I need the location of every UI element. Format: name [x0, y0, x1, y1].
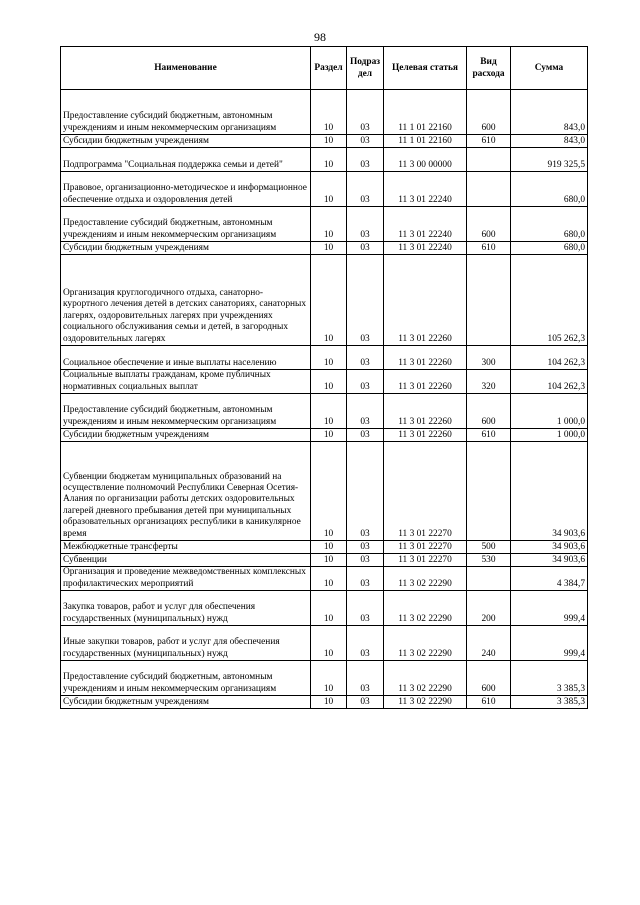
row-name: Предоставление субсидий бюджетным, автономным учреждениям и иным некоммерческим организациям	[61, 394, 311, 429]
row-subsection: 03	[347, 567, 384, 591]
row-article: 11 3 01 22240	[384, 242, 467, 255]
row-name: Субсидии бюджетным учреждениям	[61, 696, 311, 709]
row-expense-type: 600	[467, 207, 511, 242]
row-amount: 3 385,3	[511, 696, 588, 709]
row-expense-type: 610	[467, 135, 511, 148]
row-section: 10	[311, 242, 347, 255]
row-section: 10	[311, 541, 347, 554]
row-article: 11 3 01 22270	[384, 442, 467, 541]
row-subsection: 03	[347, 172, 384, 207]
row-amount: 1 000,0	[511, 394, 588, 429]
row-article: 11 3 02 22290	[384, 661, 467, 696]
row-section: 10	[311, 148, 347, 172]
row-subsection: 03	[347, 661, 384, 696]
row-subsection: 03	[347, 255, 384, 346]
budget-table	[60, 46, 588, 709]
row-section: 10	[311, 394, 347, 429]
row-subsection: 03	[347, 207, 384, 242]
row-subsection: 03	[347, 394, 384, 429]
row-article: 11 3 02 22290	[384, 591, 467, 626]
row-article: 11 3 02 22290	[384, 696, 467, 709]
table-row	[61, 541, 588, 554]
row-expense-type: 500	[467, 541, 511, 554]
row-expense-type	[467, 255, 511, 346]
row-section: 10	[311, 207, 347, 242]
table-row	[61, 370, 588, 394]
table-row	[61, 661, 588, 696]
row-article: 11 3 01 22260	[384, 370, 467, 394]
row-name: Предоставление субсидий бюджетным, автономным учреждениям и иным некоммерческим организациям	[61, 90, 311, 135]
row-name: Предоставление субсидий бюджетным, автономным учреждениям и иным некоммерческим организациям	[61, 661, 311, 696]
row-subsection: 03	[347, 696, 384, 709]
row-name: Межбюджетные трансферты	[61, 541, 311, 554]
row-section: 10	[311, 255, 347, 346]
row-name: Организация и проведение межведомственных комплексных профилактических мероприятий	[61, 567, 311, 591]
row-section: 10	[311, 172, 347, 207]
table-row	[61, 591, 588, 626]
table-row	[61, 442, 588, 541]
row-amount: 3 385,3	[511, 661, 588, 696]
row-name: Иные закупки товаров, работ и услуг для обеспечения государственных (муниципальных) нужд	[61, 626, 311, 661]
row-name: Предоставление субсидий бюджетным, автономным учреждениям и иным некоммерческим организациям	[61, 207, 311, 242]
row-subsection: 03	[347, 442, 384, 541]
table-row	[61, 567, 588, 591]
header-subsection: Подраз дел	[347, 47, 384, 90]
row-expense-type: 530	[467, 554, 511, 567]
table-body	[61, 90, 588, 709]
row-name: Закупка товаров, работ и услуг для обеспечения государственных (муниципальных) нужд	[61, 591, 311, 626]
header-amount: Сумма	[511, 47, 588, 90]
row-article: 11 3 01 22240	[384, 207, 467, 242]
row-subsection: 03	[347, 554, 384, 567]
row-section: 10	[311, 370, 347, 394]
row-name: Социальные выплаты гражданам, кроме публичных нормативных социальных выплат	[61, 370, 311, 394]
row-name: Организация круглогодичного отдыха, санаторно-курортного лечения детей в детских санаториях, санаторных лагерях, оздоровительных лагерях при учреждениях социального обслуживания семьи и детей, в загородных оздоровительных лагерях	[61, 255, 311, 346]
row-expense-type: 320	[467, 370, 511, 394]
table-row	[61, 626, 588, 661]
row-section: 10	[311, 429, 347, 442]
table-row	[61, 394, 588, 429]
row-amount: 680,0	[511, 242, 588, 255]
table-row	[61, 242, 588, 255]
row-expense-type: 300	[467, 346, 511, 370]
row-article: 11 3 01 22260	[384, 394, 467, 429]
row-expense-type: 610	[467, 696, 511, 709]
page-number: 98	[314, 30, 326, 44]
row-article: 11 3 01 22260	[384, 346, 467, 370]
row-name: Социальное обеспечение и иные выплаты населению	[61, 346, 311, 370]
row-section: 10	[311, 661, 347, 696]
row-section: 10	[311, 591, 347, 626]
row-amount: 104 262,3	[511, 370, 588, 394]
table-row	[61, 90, 588, 135]
header-section: Раздел	[311, 47, 347, 90]
table-row	[61, 429, 588, 442]
row-article: 11 3 00 00000	[384, 148, 467, 172]
row-subsection: 03	[347, 429, 384, 442]
row-section: 10	[311, 567, 347, 591]
row-subsection: 03	[347, 148, 384, 172]
row-name: Подпрограмма "Социальная поддержка семьи и детей"	[61, 148, 311, 172]
row-amount: 999,4	[511, 626, 588, 661]
table-row	[61, 172, 588, 207]
row-amount: 999,4	[511, 591, 588, 626]
row-name: Субвенции бюджетам муниципальных образований на осуществление полномочий Республики Северная Осетия-Алания по организации работы детских оздоровительных лагерей дневного пребывания детей при муниципальных образовательных организациях республики в каникулярное время	[61, 442, 311, 541]
row-amount: 4 384,7	[511, 567, 588, 591]
row-expense-type: 600	[467, 394, 511, 429]
row-subsection: 03	[347, 346, 384, 370]
table-row	[61, 554, 588, 567]
header-expense-type: Вид расхода	[467, 47, 511, 90]
row-expense-type	[467, 442, 511, 541]
row-amount: 34 903,6	[511, 442, 588, 541]
table-row	[61, 255, 588, 346]
header-name: Наименование	[61, 47, 311, 90]
row-subsection: 03	[347, 242, 384, 255]
row-expense-type: 610	[467, 429, 511, 442]
row-subsection: 03	[347, 135, 384, 148]
row-section: 10	[311, 696, 347, 709]
row-subsection: 03	[347, 591, 384, 626]
row-section: 10	[311, 626, 347, 661]
row-section: 10	[311, 442, 347, 541]
row-name: Субсидии бюджетным учреждениям	[61, 429, 311, 442]
row-article: 11 3 01 22260	[384, 255, 467, 346]
row-article: 11 3 02 22290	[384, 626, 467, 661]
row-subsection: 03	[347, 370, 384, 394]
row-amount: 104 262,3	[511, 346, 588, 370]
row-article: 11 1 01 22160	[384, 90, 467, 135]
row-subsection: 03	[347, 541, 384, 554]
row-section: 10	[311, 554, 347, 567]
row-amount: 919 325,5	[511, 148, 588, 172]
row-amount: 843,0	[511, 135, 588, 148]
row-expense-type: 600	[467, 90, 511, 135]
row-article: 11 3 02 22290	[384, 567, 467, 591]
row-subsection: 03	[347, 90, 384, 135]
row-amount: 105 262,3	[511, 255, 588, 346]
row-article: 11 3 01 22240	[384, 172, 467, 207]
row-expense-type: 240	[467, 626, 511, 661]
table-row	[61, 135, 588, 148]
row-article: 11 3 01 22270	[384, 554, 467, 567]
row-section: 10	[311, 90, 347, 135]
row-amount: 1 000,0	[511, 429, 588, 442]
row-section: 10	[311, 135, 347, 148]
row-section: 10	[311, 346, 347, 370]
row-expense-type	[467, 172, 511, 207]
row-amount: 34 903,6	[511, 554, 588, 567]
row-amount: 680,0	[511, 172, 588, 207]
row-article: 11 1 01 22160	[384, 135, 467, 148]
row-name: Субвенции	[61, 554, 311, 567]
row-amount: 680,0	[511, 207, 588, 242]
table-row	[61, 346, 588, 370]
row-name: Субсидии бюджетным учреждениям	[61, 242, 311, 255]
row-expense-type: 600	[467, 661, 511, 696]
row-expense-type	[467, 148, 511, 172]
row-expense-type: 610	[467, 242, 511, 255]
table-row	[61, 207, 588, 242]
row-article: 11 3 01 22270	[384, 541, 467, 554]
row-expense-type	[467, 567, 511, 591]
row-expense-type: 200	[467, 591, 511, 626]
row-name: Правовое, организационно-методическое и информационное обеспечение отдыха и оздоровления детей	[61, 172, 311, 207]
table-row	[61, 148, 588, 172]
header-article: Целевая статья	[384, 47, 467, 90]
row-amount: 843,0	[511, 90, 588, 135]
row-amount: 34 903,6	[511, 541, 588, 554]
row-subsection: 03	[347, 626, 384, 661]
row-article: 11 3 01 22260	[384, 429, 467, 442]
table-row	[61, 696, 588, 709]
row-name: Субсидии бюджетным учреждениям	[61, 135, 311, 148]
table-header	[61, 47, 588, 90]
